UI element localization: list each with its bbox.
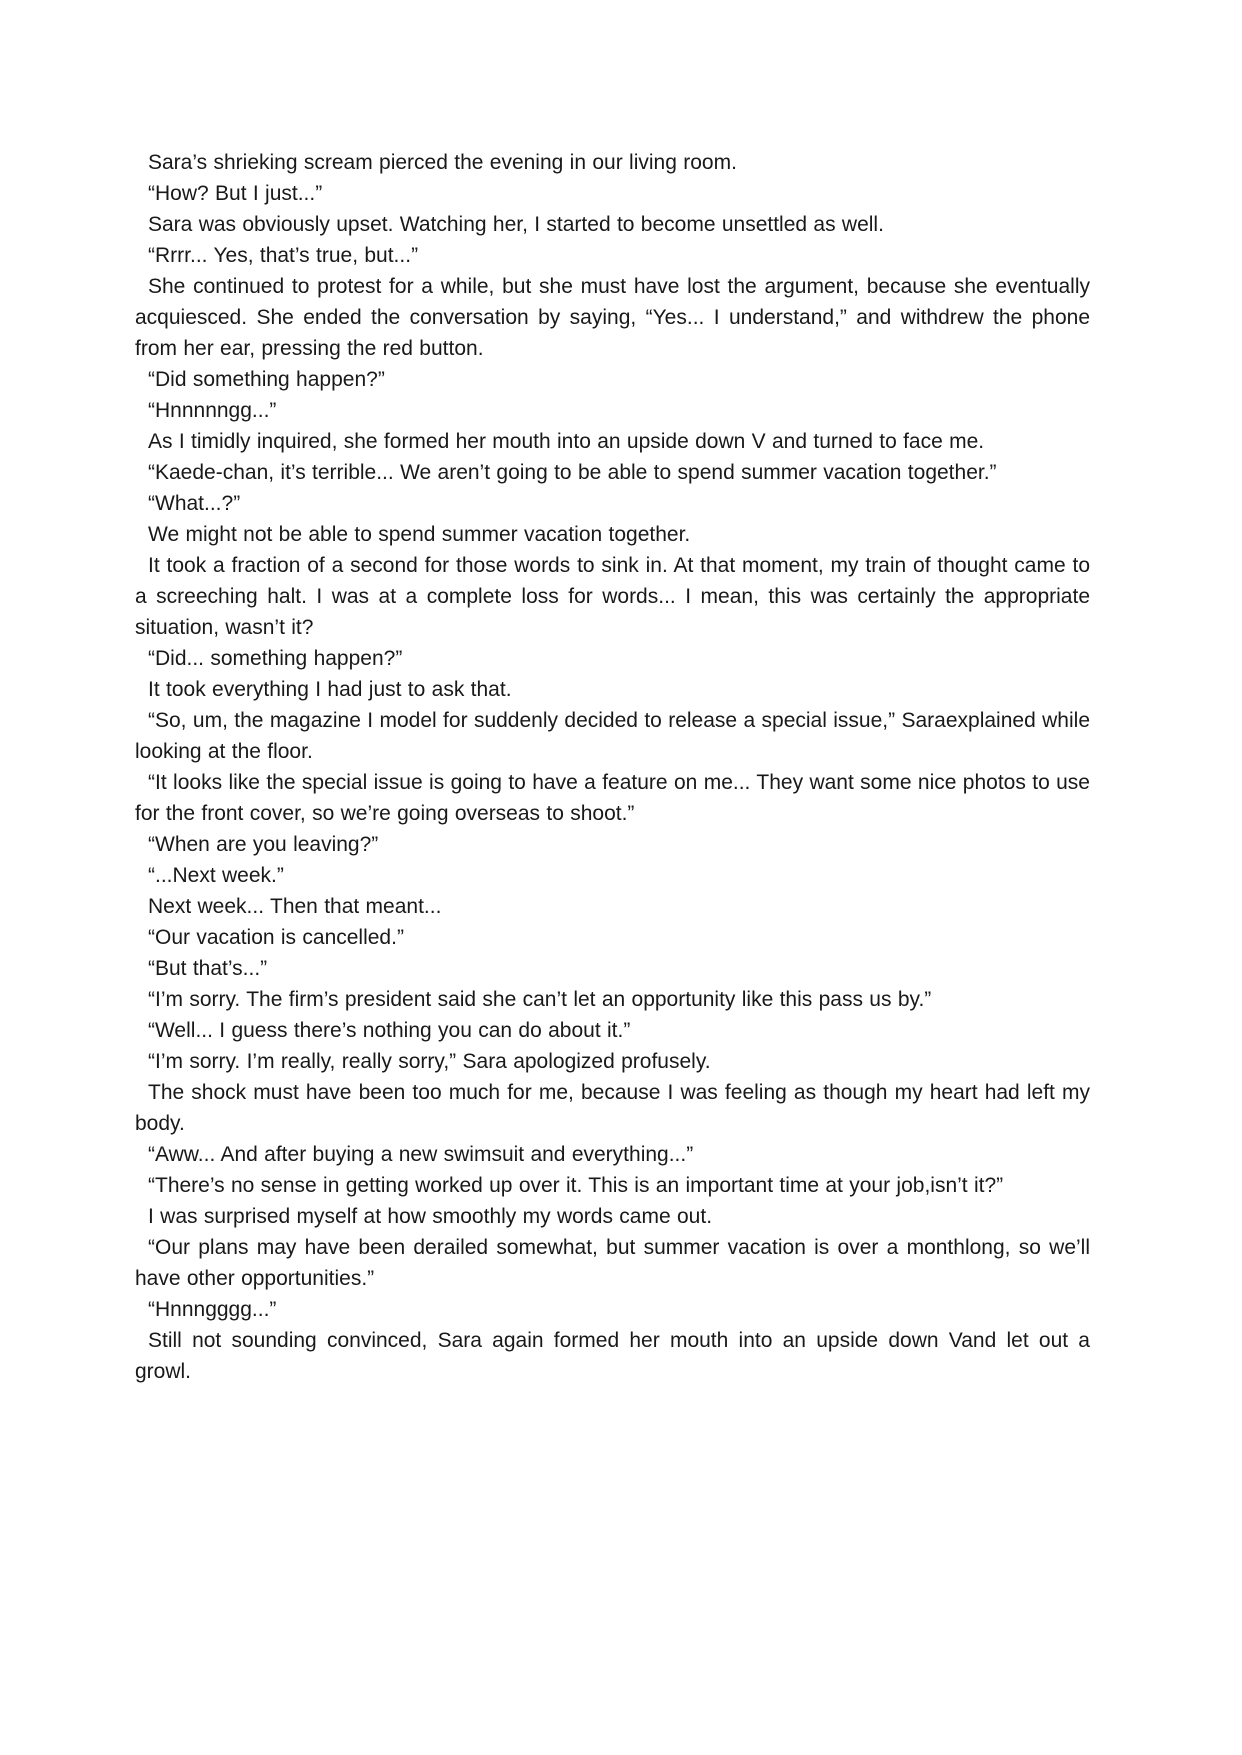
- paragraph: “Aww... And after buying a new swimsuit and everything...”: [148, 1143, 694, 1166]
- page-text: [135, 147, 1090, 1387]
- paragraph: “Kaede-chan, it’s terrible... We aren’t going to be able to spend summer vacation together.”: [148, 461, 997, 484]
- paragraph: Next week... Then that meant...: [148, 895, 442, 918]
- paragraph: “What...?”: [148, 492, 241, 515]
- paragraph: “Our plans may have been derailed somewhat, but summer vacation is over a monthlong, so we’ll have other opportunities.”: [135, 1236, 1090, 1290]
- paragraph: “Hnnngggg...”: [148, 1298, 277, 1321]
- paragraph: It took everything I had just to ask that.: [148, 678, 512, 701]
- paragraph: Sara was obviously upset. Watching her, I started to become unsettled as well.: [148, 213, 884, 236]
- paragraph: “So, um, the magazine I model for suddenly decided to release a special issue,” Saraexplained while looking at the floor.: [135, 709, 1090, 763]
- paragraph: “It looks like the special issue is going to have a feature on me... They want some nice photos to use for the front cover, so we’re going overseas to shoot.”: [135, 771, 1090, 825]
- paragraph: “But that’s...”: [148, 957, 268, 980]
- paragraph: “Our vacation is cancelled.”: [148, 926, 404, 949]
- paragraph: “When are you leaving?”: [148, 833, 379, 856]
- paragraph: As I timidly inquired, she formed her mouth into an upside down V and turned to face me.: [148, 430, 985, 453]
- paragraph: “I’m sorry. The firm’s president said she can’t let an opportunity like this pass us by.”: [148, 988, 932, 1011]
- paragraph: I was surprised myself at how smoothly my words came out.: [148, 1205, 713, 1228]
- paragraph: The shock must have been too much for me, because I was feeling as though my heart had left my body.: [135, 1081, 1090, 1135]
- paragraph: We might not be able to spend summer vacation together.: [148, 523, 691, 546]
- paragraph: “Well... I guess there’s nothing you can do about it.”: [148, 1019, 631, 1042]
- paragraph: “How? But I just...”: [148, 182, 323, 205]
- paragraph: Still not sounding convinced, Sara again formed her mouth into an upside down Vand let out a growl.: [135, 1329, 1090, 1383]
- paragraph: “I’m sorry. I’m really, really sorry,” Sara apologized profusely.: [148, 1050, 711, 1073]
- paragraph: She continued to protest for a while, but she must have lost the argument, because she eventually acquiesced. She ended the conversation by saying, “Yes... I understand,” and withdrew the phone from her ear, pressing the red button.: [135, 275, 1090, 360]
- paragraph: “...Next week.”: [148, 864, 284, 887]
- paragraph: “Hnnnnngg...”: [148, 399, 277, 422]
- paragraph: “There’s no sense in getting worked up over it. This is an important time at your job,isn’t it?”: [148, 1174, 1004, 1197]
- paragraph: “Did something happen?”: [148, 368, 385, 391]
- paragraph: It took a fraction of a second for those words to sink in. At that moment, my train of thought came to a screeching halt. I was at a complete loss for words... I mean, this was certainly the appropriate situation, wasn’t it?: [135, 554, 1090, 639]
- paragraph: Sara’s shrieking scream pierced the evening in our living room.: [148, 151, 737, 174]
- paragraph: “Did... something happen?”: [148, 647, 403, 670]
- paragraph: “Rrrr... Yes, that’s true, but...”: [148, 244, 419, 267]
